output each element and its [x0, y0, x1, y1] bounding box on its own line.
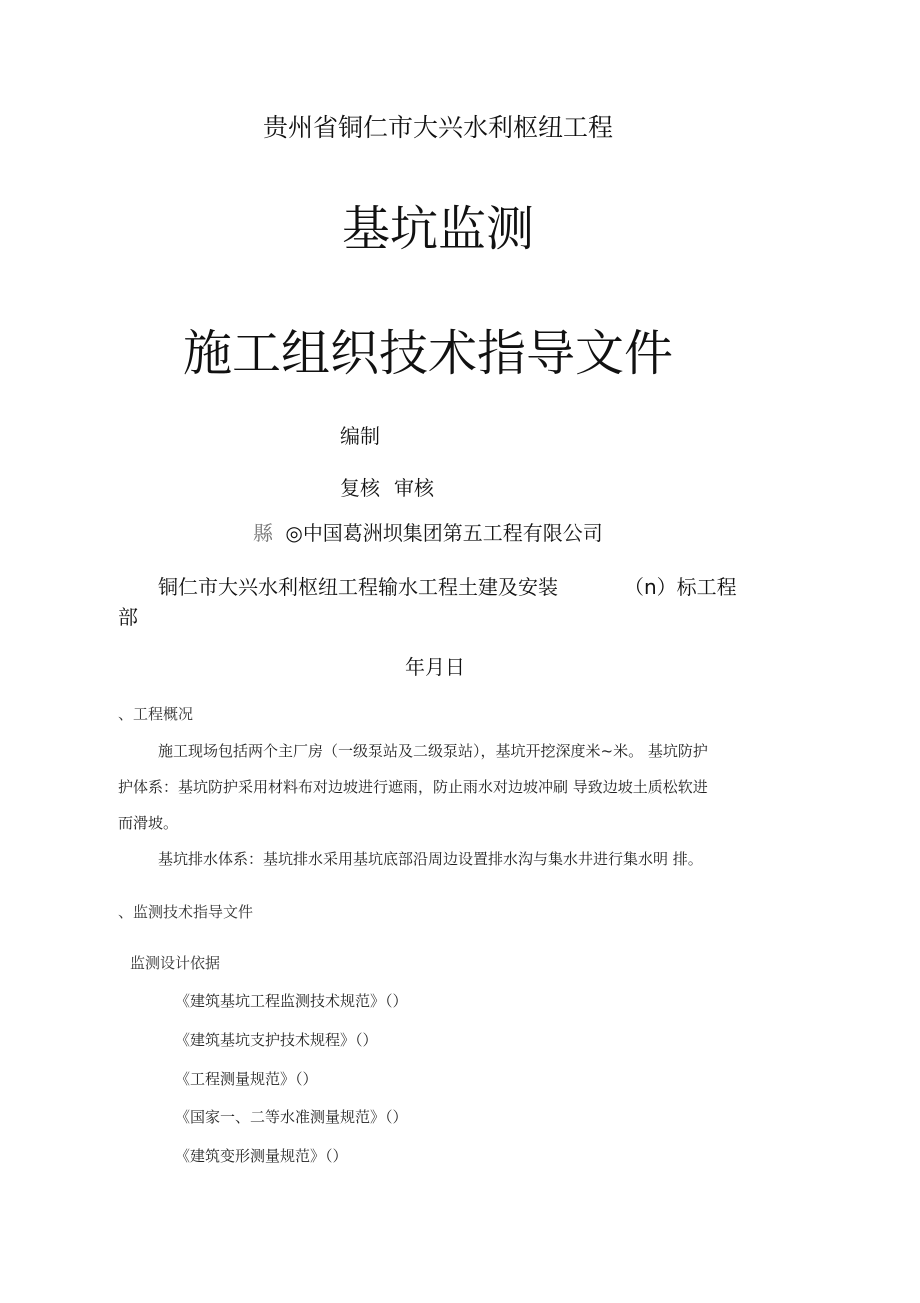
department-suffix: （n）标工程 [624, 575, 737, 599]
project-name: 贵州省铜仁市大兴水利枢纽工程 [262, 113, 613, 142]
review-label: 复核 [340, 476, 380, 500]
department-line1: 铜仁市大兴水利枢纽工程输水工程土建及安装 [158, 575, 558, 599]
reference-item: 《工程测量规范》（） [175, 1070, 318, 1088]
reference-item: 《国家一、二等水准测量规范》（） [175, 1108, 408, 1126]
date-line: 年月日 [405, 655, 465, 679]
reference-item: 《建筑变形测量规范》（） [175, 1147, 348, 1165]
company-symbol: ◎ [285, 521, 303, 545]
document-subtitle: 施工组织技术指导文件 [182, 325, 673, 382]
section1-para1-line3: 而滑坡。 [118, 814, 179, 832]
document-title: 基坑监测 [341, 201, 534, 257]
company-line [253, 517, 603, 546]
company-prefix: 縣 [253, 521, 273, 545]
section1-para1-line2: 护体系：基坑防护采用材料布对边坡进行遮雨，防止雨水对边坡冲刷 导致边坡土质松软进 [118, 778, 708, 796]
reference-item: 《建筑基坑工程监测技术规范》（） [175, 992, 408, 1010]
section1-para1-line1: 施工现场包括两个主厂房（一级泵站及二级泵站），基坑开挖深度米~米。 基坑防护 [158, 742, 708, 760]
audit-label: 审核 [394, 476, 434, 500]
section1-para2: 基坑排水体系：基坑排水采用基坑底部沿周边设置排水沟与集水井进行集水明 排。 [158, 850, 703, 868]
company-name: 中国葛洲坝集团第五工程有限公司 [302, 521, 603, 545]
section2-subheading: 监测设计依据 [130, 954, 221, 972]
section2-heading: 、监测技术指导文件 [118, 903, 254, 921]
compile-label: 编制 [340, 424, 380, 448]
section1-heading: 、工程概况 [118, 705, 194, 723]
department-line2: 部 [118, 605, 138, 629]
reference-item: 《建筑基坑支护技术规程》（） [175, 1031, 378, 1049]
